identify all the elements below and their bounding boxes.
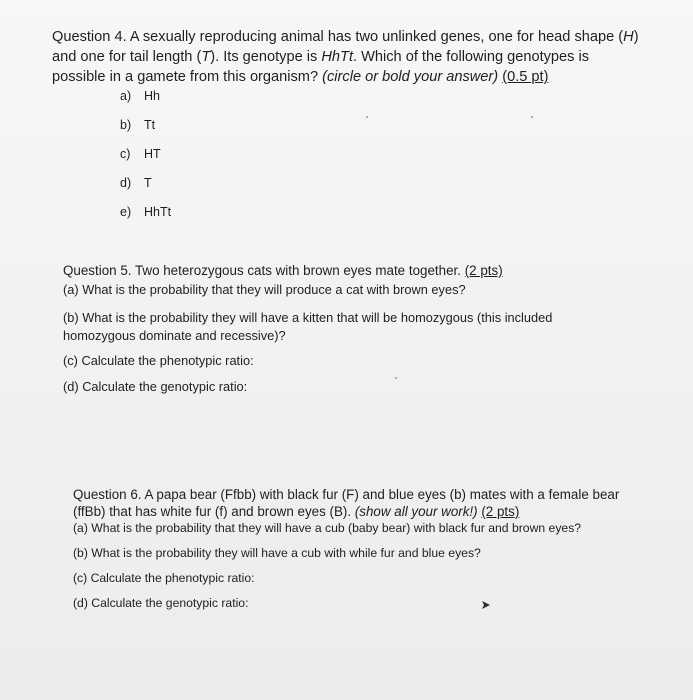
q4-text-3a: gamete from this organism? (137, 69, 323, 85)
q4-option-d[interactable] (120, 176, 152, 190)
q4-instruction: (circle or bold your answer) (322, 69, 499, 85)
q5-part-c: (c) Calculate the phenotypic ratio: (63, 353, 254, 368)
q4-text-1: Question 4. A sexually reproducing animal has two unlinked genes, one for head shape ( (52, 29, 624, 45)
q6-title-line1: Question 6. A papa bear (Ffbb) with black fur (F) and blue eyes (b) mates with a female bear (73, 487, 620, 502)
q6-instruction: (show all your work!) (354, 504, 478, 519)
q4-text-1b: ) and (52, 29, 639, 65)
q5-title-text: Question 5. Two heterozygous cats with brown eyes mate together. (63, 263, 465, 278)
q4-option-a[interactable] (120, 89, 160, 103)
q5-points: (2 pts) (464, 263, 503, 278)
q5-part-d: (d) Calculate the genotypic ratio: (63, 379, 248, 394)
speck-mark (395, 377, 397, 379)
q5-title (63, 262, 503, 280)
option-letter: e) (120, 205, 132, 219)
q4-points: (0.5 pt) (502, 69, 549, 85)
speck-mark (531, 116, 533, 118)
q4-option-b[interactable] (120, 118, 155, 132)
q5-part-b: (b) What is the probability they will have a kitten that will be homozygous (this included homozygous dominate and recessive)? (63, 310, 553, 343)
q4-h-var: H (623, 29, 634, 45)
q5-part-a: (a) What is the probability that they will produce a cat with brown eyes? (63, 282, 466, 297)
option-letter: a) (120, 89, 132, 103)
option-text: Hh (144, 89, 160, 103)
question-4 (52, 27, 642, 87)
q6-part-a: (a) What is the probability that they will have a cub (baby bear) with black fur and brown eyes? (73, 521, 582, 535)
mouse-pointer-icon (479, 599, 491, 611)
q6-part-b: (b) What is the probability they will have a cub with while fur and blue eyes? (73, 546, 481, 560)
option-text: Tt (144, 118, 156, 132)
q6-part-c: (c) Calculate the phenotypic ratio: (73, 571, 255, 585)
option-letter: c) (120, 147, 131, 161)
option-text: HhTt (144, 205, 172, 219)
question-4-prompt (52, 27, 642, 87)
option-letter: d) (120, 176, 132, 190)
q4-text-2b: ). Its genotype is (210, 49, 322, 65)
q6-title-text: (ffBb) that has white fur (f) and brown eyes (B). (73, 504, 355, 519)
q4-t-var: T (201, 49, 211, 65)
option-text: T (144, 176, 152, 190)
option-letter: b) (120, 118, 132, 132)
q6-title-line2 (73, 503, 519, 520)
q6-points: (2 pts) (481, 504, 520, 519)
q4-option-c[interactable] (120, 147, 161, 161)
q4-option-e[interactable] (120, 205, 171, 219)
q4-text-2a: one for tail length ( (80, 49, 202, 65)
option-text: HT (144, 147, 161, 161)
q4-genotype: HhTt (321, 49, 353, 65)
q6-part-d: (d) Calculate the genotypic ratio: (73, 596, 249, 610)
q4-text-2c: . Which of the following genotypes is possible in a (52, 49, 590, 85)
speck-mark (366, 116, 368, 118)
